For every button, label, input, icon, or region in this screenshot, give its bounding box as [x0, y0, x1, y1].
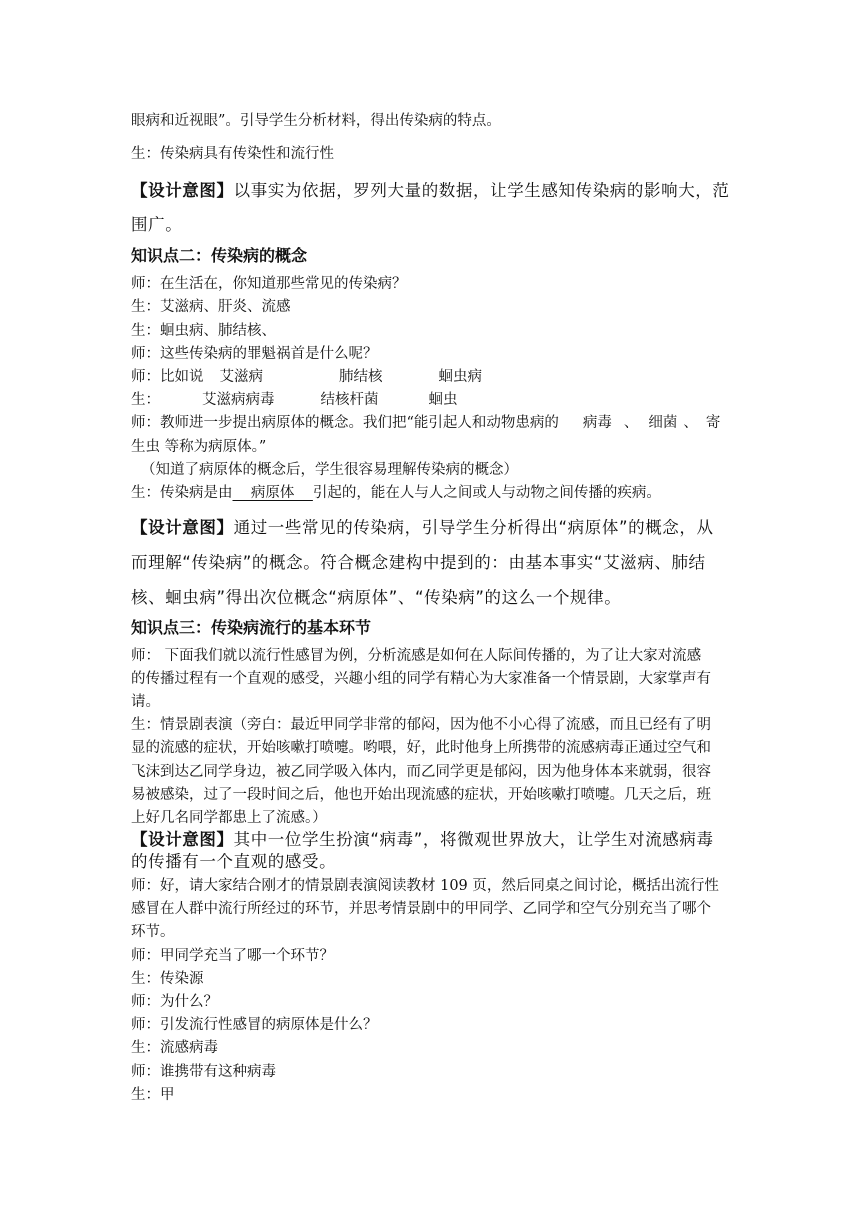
text-line — [131, 412, 720, 434]
text-line: 生：情景剧表演（旁白：最近甲同学非常的郁闷，因为他不小心得了流感，而且已经有了明 — [131, 717, 711, 733]
dialogue-line: 师：引发流行性感冒的病原体是什么？ — [131, 1017, 378, 1033]
disease-name: 艾滋病 — [219, 369, 263, 385]
text-segment: 细菌 — [648, 415, 678, 431]
text-segment: 病毒 — [582, 415, 612, 431]
design-intent-text: 其中一位学生扮演“病毒”，将微观世界放大，让学生对流感病毒 — [233, 830, 714, 849]
dialogue-line: 师：谁携带有这种病毒 — [131, 1064, 276, 1080]
dialogue-line: 生：艾滋病、肝炎、流感 — [131, 299, 291, 315]
dialogue-line: 师：甲同学充当了哪一个环节？ — [131, 948, 334, 964]
dialogue-line: 生：传染源 — [131, 971, 204, 987]
text-line: 飞沫到达乙同学身边，被乙同学吸入体内，而乙同学更是郁闷，因为他身体本来就弱，很容 — [131, 764, 711, 780]
text-line: 易被感染，过了一段时间之后，他也开始出现流感的症状，开始咳嗽打喷嚏。几天之后，班 — [131, 787, 711, 803]
underlined-answer: 病原体 — [232, 485, 313, 501]
dialogue-line: 师：这些传染病的罪魁祸首是什么呢？ — [131, 346, 378, 362]
text-line: 的传播过程有一个直观的感受，兴趣小组的同学有精心为大家准备一个情景剧，大家掌声有 — [131, 671, 711, 687]
definition-line — [131, 482, 661, 504]
text-line: 眼病和近视眼”。引导学生分析材料，得出传染病的特点。 — [131, 113, 501, 129]
design-intent-text: 而理解“传染病”的概念。符合概念建构中提到的：由基本事实“艾滋病、肺结 — [131, 553, 706, 572]
section-heading: 知识点二：传染病的概念 — [131, 246, 308, 265]
design-intent-text: 以事实为依据，罗列大量的数据，让学生感知传染病的影响大，范 — [233, 181, 730, 200]
text-segment: 寄 — [705, 415, 721, 431]
design-intent-label: 【设计意图】 — [131, 181, 234, 200]
text-line: 师：好，请大家结合刚才的情景剧表演阅读教材 109 页，然后同桌之间讨论，概括出流行性 — [131, 878, 719, 894]
design-intent-paragraph — [131, 180, 730, 202]
design-intent-paragraph — [131, 517, 714, 539]
dialogue-line: 生：蛔虫病、肺结核、 — [131, 323, 276, 339]
text-line: 师： 下面我们就以流行性感冒为例，分析流感是如何在人际间传播的，为了让大家对流感 — [131, 648, 702, 664]
pathogen-line — [131, 389, 458, 411]
text-line: 上好几名同学都患上了流感。） — [131, 810, 327, 826]
dialogue-line: 生：流感病毒 — [131, 1040, 218, 1056]
design-intent-text: 围广。 — [131, 215, 183, 234]
text-line: 生：传染病具有传染性和流行性 — [131, 146, 334, 162]
design-intent-text: 的传播有一个直观的感受。 — [131, 852, 337, 871]
design-intent-paragraph — [131, 829, 714, 851]
speaker-prefix: 师：比如说 — [131, 369, 204, 385]
disease-name: 蛔虫病 — [438, 369, 482, 385]
section-heading: 知识点三：传染病流行的基本环节 — [131, 618, 372, 637]
dialogue-line: 师：在生活在，你知道那些常见的传染病？ — [131, 276, 407, 292]
speaker-prefix: 生： — [131, 392, 160, 408]
example-line — [131, 366, 482, 388]
text-segment: 、 — [623, 415, 639, 431]
text-line: 环节。 — [131, 924, 175, 940]
text-line: 显的流感的症状，开始咳嗽打喷嚏。哟喂，好，此时他身上所携带的流感病毒正通过空气和 — [131, 740, 711, 756]
note-line: （知道了病原体的概念后，学生很容易理解传染病的概念） — [141, 462, 518, 478]
text-segment: 引起的，能在人与人之间或人与动物之间传播的疾病。 — [312, 485, 661, 501]
pathogen-name: 艾滋病病毒 — [202, 392, 275, 408]
design-intent-label: 【设计意图】 — [131, 518, 234, 537]
pathogen-name: 结核杆菌 — [320, 392, 379, 408]
dialogue-line: 师：为什么？ — [131, 994, 218, 1010]
disease-name: 肺结核 — [339, 369, 383, 385]
text-segment: 、 — [683, 415, 698, 431]
pathogen-name: 蛔虫 — [428, 392, 458, 408]
design-intent-text: 核、蛔虫病”得出次位概念“病原体”、“传染病”的这么一个规律。 — [131, 588, 622, 607]
design-intent-label: 【设计意图】 — [131, 830, 234, 849]
dialogue-line: 生：甲 — [131, 1087, 175, 1103]
text-segment: 生：传染病是由 — [131, 485, 233, 501]
design-intent-text: 通过一些常见的传染病，引导学生分析得出“病原体”的概念，从 — [233, 518, 714, 537]
text-segment: 师：教师进一步提出病原体的概念。我们把“能引起人和动物患病的 — [131, 415, 559, 431]
text-line: 请。 — [131, 694, 160, 710]
text-line: 感冒在人群中流行所经过的环节，并思考情景剧中的甲同学、乙同学和空气分别充当了哪个 — [131, 901, 711, 917]
text-line: 生虫 等称为病原体。” — [131, 439, 267, 455]
